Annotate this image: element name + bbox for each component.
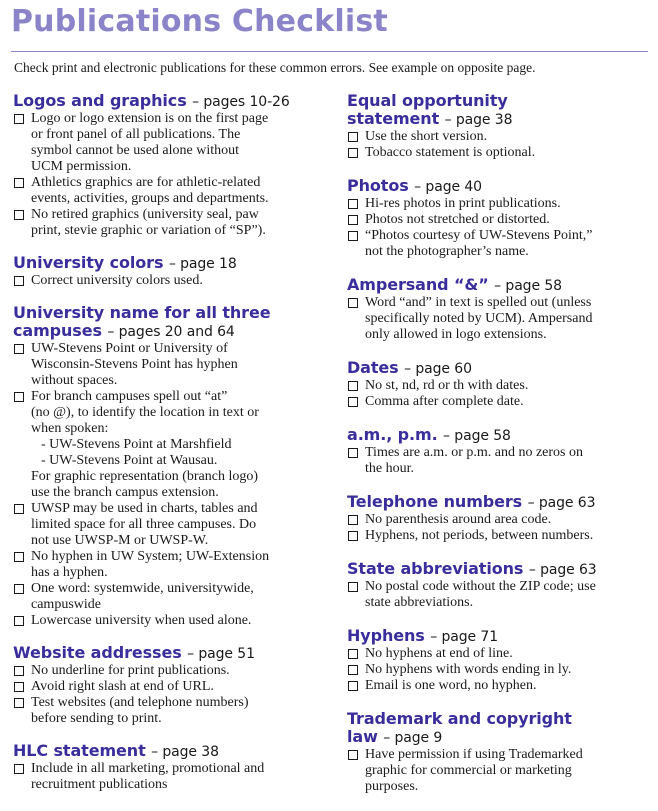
checklist-item-line: Hyphens, not periods, between numbers. (365, 528, 594, 543)
checklist-item (347, 295, 652, 343)
section-page-ref: – pages 10-26 (192, 94, 290, 110)
checklist-item (13, 207, 331, 239)
checklist-item-line: Times are a.m. or p.m. and no zeros on (365, 445, 583, 460)
section-heading (13, 304, 331, 341)
checklist-item-line: events, activities, groups and departments. (31, 191, 269, 206)
checklist-item-line: Logo or logo extension is on the first page (31, 111, 269, 126)
section-heading (347, 426, 652, 445)
checklist-item-line: campuswide (31, 597, 101, 612)
checkbox-icon[interactable] (14, 114, 24, 124)
checklist-item (347, 445, 652, 477)
checklist-item-line: purposes. (365, 779, 419, 794)
right-column (347, 92, 652, 795)
checkbox-icon[interactable] (348, 665, 358, 675)
section-heading-text: HLC statement (13, 741, 146, 760)
checklist-item (347, 129, 652, 145)
checklist-item (13, 549, 331, 581)
checklist-item-line: No st, nd, rd or th with dates. (365, 378, 529, 393)
checklist-item-line: not use UWSP-M or UWSP-W. (31, 533, 209, 548)
checklist-item-line: Correct university colors used. (31, 273, 203, 288)
checklist-item-line: Athletics graphics are for athletic-related (31, 175, 261, 190)
checklist-item (347, 378, 652, 394)
checkbox-icon[interactable] (348, 582, 358, 592)
checklist-item (347, 212, 652, 228)
checklist-item-line: Have permission if using Trademarked (365, 747, 583, 762)
checklist-item-line: graphic for commercial or marketing (365, 763, 572, 778)
section-heading (347, 627, 652, 646)
section-page-ref: – page 63 (527, 495, 596, 511)
checklist-item-line: UWSP may be used in charts, tables and (31, 501, 258, 516)
checklist-item-line: Hi-res photos in print publications. (365, 196, 561, 211)
checklist-item-line: No hyphens at end of line. (365, 646, 513, 661)
checklist-item-line: Comma after complete date. (365, 394, 524, 409)
section-heading-text: Trademark and copyright (347, 709, 572, 728)
section-heading-text: State abbreviations (347, 559, 524, 578)
checklist-item-line: print, stevie graphic or variation of “SP”). (31, 223, 266, 238)
checklist-section (13, 644, 331, 727)
section-page-ref: – page 40 (414, 179, 482, 195)
checklist-item-line: UCM permission. (31, 159, 132, 174)
section-heading (13, 742, 331, 761)
checklist-section (13, 742, 331, 793)
checkbox-icon[interactable] (348, 448, 358, 458)
checkbox-icon[interactable] (14, 210, 24, 220)
section-heading-text: University colors (13, 253, 164, 272)
checkbox-icon[interactable] (14, 764, 24, 774)
checklist-item (347, 678, 652, 694)
section-page-ref: – page 9 (383, 730, 443, 746)
checklist-item (13, 273, 331, 289)
checklist-item (13, 111, 331, 175)
section-heading-text: a.m., p.m. (347, 425, 438, 444)
checklist-item (13, 695, 331, 727)
checklist-item (347, 228, 652, 260)
checklist-item-line: - UW-Stevens Point at Wausau. (41, 453, 218, 468)
section-heading-text: Dates (347, 358, 399, 377)
checkbox-icon[interactable] (348, 531, 358, 541)
checkbox-icon[interactable] (14, 698, 24, 708)
checklist-item-line: the hour. (365, 461, 414, 476)
checklist-item-line: No postal code without the ZIP code; use (365, 579, 596, 594)
checklist-section (347, 359, 652, 410)
checklist-item (347, 662, 652, 678)
checkbox-icon[interactable] (14, 584, 24, 594)
checklist-section (347, 560, 652, 611)
section-page-ref: – page 38 (444, 112, 513, 128)
checkbox-icon[interactable] (14, 552, 24, 562)
section-page-ref: – page 60 (404, 361, 472, 377)
left-column (13, 92, 331, 793)
checklist-section (347, 177, 652, 260)
checklist-item-line: Email is one word, no hyphen. (365, 678, 537, 693)
checklist-section (13, 254, 331, 289)
checklist-item (347, 579, 652, 611)
checklist-item-line: specifically noted by UCM). Ampersand (365, 311, 593, 326)
section-page-ref: – page 71 (430, 629, 498, 645)
checkbox-icon[interactable] (348, 132, 358, 142)
section-page-ref: – page 58 (494, 278, 562, 294)
checklist-item (13, 175, 331, 207)
checkbox-icon[interactable] (14, 392, 24, 402)
checkbox-icon[interactable] (14, 616, 24, 626)
section-page-ref: – page 63 (528, 562, 597, 578)
checklist-item-line: has a hyphen. (31, 565, 108, 580)
checkbox-icon[interactable] (348, 681, 358, 691)
checklist-item (13, 613, 331, 629)
section-heading-text: Website addresses (13, 643, 182, 662)
section-heading-text: Hyphens (347, 626, 425, 645)
checklist-item (347, 512, 652, 528)
checklist-item (347, 145, 652, 161)
checklist-item-line: No underline for print publications. (31, 663, 230, 678)
checkbox-icon[interactable] (348, 381, 358, 391)
checklist-item-line: Avoid right slash at end of URL. (31, 679, 214, 694)
checklist-section (347, 710, 652, 795)
checklist-item-line: or front panel of all publications. The (31, 127, 241, 142)
checklist-item-line: For graphic representation (branch logo) (31, 469, 259, 484)
checklist-item (13, 663, 331, 679)
intro-text: Check print and electronic publications for these common errors. See example on opposite page. (14, 60, 536, 75)
checklist-item-line: No hyphens with words ending in ly. (365, 662, 572, 677)
checklist-item (13, 581, 331, 613)
section-heading (347, 276, 652, 295)
checkbox-icon[interactable] (348, 750, 358, 760)
checklist-item-line: “Photos courtesy of UW-Stevens Point,” (365, 228, 593, 243)
section-page-ref: – pages 20 and 64 (107, 324, 235, 340)
checklist-section (13, 304, 331, 629)
checkbox-icon[interactable] (348, 215, 358, 225)
checklist-item-line: when spoken: (31, 421, 109, 436)
section-heading (347, 359, 652, 378)
checklist-item-line: Tobacco statement is optional. (365, 145, 536, 160)
section-heading-text: Telephone numbers (347, 492, 523, 511)
checklist-item-line: without spaces. (31, 373, 118, 388)
checklist-section (347, 276, 652, 343)
checklist-item-line: state abbreviations. (365, 595, 474, 610)
section-heading-text: Ampersand “&” (347, 275, 489, 294)
checklist-item (347, 196, 652, 212)
checklist-item-line: only allowed in logo extensions. (365, 327, 547, 342)
checklist-section (347, 426, 652, 477)
checklist-item-line: Include in all marketing, promotional and (31, 761, 265, 776)
checkbox-icon[interactable] (14, 666, 24, 676)
checklist-item-line: One word: systemwide, universitywide, (31, 581, 254, 596)
checklist-item-line: (no @), to identify the location in text or (31, 405, 259, 420)
section-heading (13, 92, 331, 111)
checkbox-icon[interactable] (348, 199, 358, 209)
checklist-item-line: No retired graphics (university seal, paw (31, 207, 259, 222)
page-title: Publications Checklist (11, 4, 388, 39)
checklist-item-line: Lowercase university when used alone. (31, 613, 252, 628)
checkbox-icon[interactable] (14, 276, 24, 286)
section-page-ref: – page 38 (151, 744, 219, 760)
checklist-item-line: Photos not stretched or distorted. (365, 212, 550, 227)
checkbox-icon[interactable] (348, 231, 358, 241)
section-heading (347, 92, 652, 129)
checklist-item-line: use the branch campus extension. (31, 485, 219, 500)
section-heading-text: University name for all three (13, 303, 271, 322)
checklist-item (347, 528, 652, 544)
section-heading-text: statement (347, 109, 440, 128)
section-page-ref: – page 58 (443, 428, 511, 444)
section-page-ref: – page 18 (168, 256, 237, 272)
checkbox-icon[interactable] (348, 148, 358, 158)
checklist-item (13, 341, 331, 389)
checklist-item (13, 761, 331, 793)
section-page-ref: – page 51 (187, 646, 255, 662)
checklist-item-line: before sending to print. (31, 711, 162, 726)
checkbox-icon[interactable] (348, 397, 358, 407)
checklist-item-line: Test websites (and telephone numbers) (31, 695, 249, 710)
checklist-item (13, 679, 331, 695)
section-heading-text: Equal opportunity (347, 91, 508, 110)
checklist-section (13, 92, 331, 239)
checklist-item-line: No parenthesis around area code. (365, 512, 552, 527)
section-heading-text: campuses (13, 321, 102, 340)
checklist-item (347, 394, 652, 410)
checklist-item (13, 389, 331, 501)
checkbox-icon[interactable] (14, 178, 24, 188)
checkbox-icon[interactable] (348, 649, 358, 659)
section-heading (13, 644, 331, 663)
section-heading (347, 177, 652, 196)
checkbox-icon[interactable] (14, 344, 24, 354)
checkbox-icon[interactable] (14, 504, 24, 514)
checklist-item-line: - UW-Stevens Point at Marshfield (41, 437, 232, 452)
section-heading (347, 493, 652, 512)
section-heading (347, 710, 652, 747)
section-heading (13, 254, 331, 273)
checkbox-icon[interactable] (348, 298, 358, 308)
title-divider (11, 51, 648, 52)
checklist-item-line: For branch campuses spell out “at” (31, 389, 228, 404)
checklist-item-line: not the photographer’s name. (365, 244, 529, 259)
checklist-section (347, 92, 652, 161)
checkbox-icon[interactable] (14, 682, 24, 692)
checklist-item-line: recruitment publications (31, 777, 168, 792)
checklist-section (347, 493, 652, 544)
checklist-item (13, 501, 331, 549)
checklist-item (347, 646, 652, 662)
checklist-item-line: Use the short version. (365, 129, 488, 144)
checklist-item (347, 747, 652, 795)
checklist-item-line: No hyphen in UW System; UW-Extension (31, 549, 270, 564)
section-heading-text: Logos and graphics (13, 91, 187, 110)
checklist-item-line: limited space for all three campuses. Do (31, 517, 257, 532)
checklist-item-line: UW-Stevens Point or University of (31, 341, 228, 356)
section-heading (347, 560, 652, 579)
checkbox-icon[interactable] (348, 515, 358, 525)
checklist-item-line: Wisconsin-Stevens Point has hyphen (31, 357, 238, 372)
checklist-item-line: symbol cannot be used alone without (31, 143, 240, 158)
checklist-item-line: Word “and” in text is spelled out (unless (365, 295, 592, 310)
section-heading-text: Photos (347, 176, 409, 195)
checklist-section (347, 627, 652, 694)
section-heading-text: law (347, 727, 378, 746)
